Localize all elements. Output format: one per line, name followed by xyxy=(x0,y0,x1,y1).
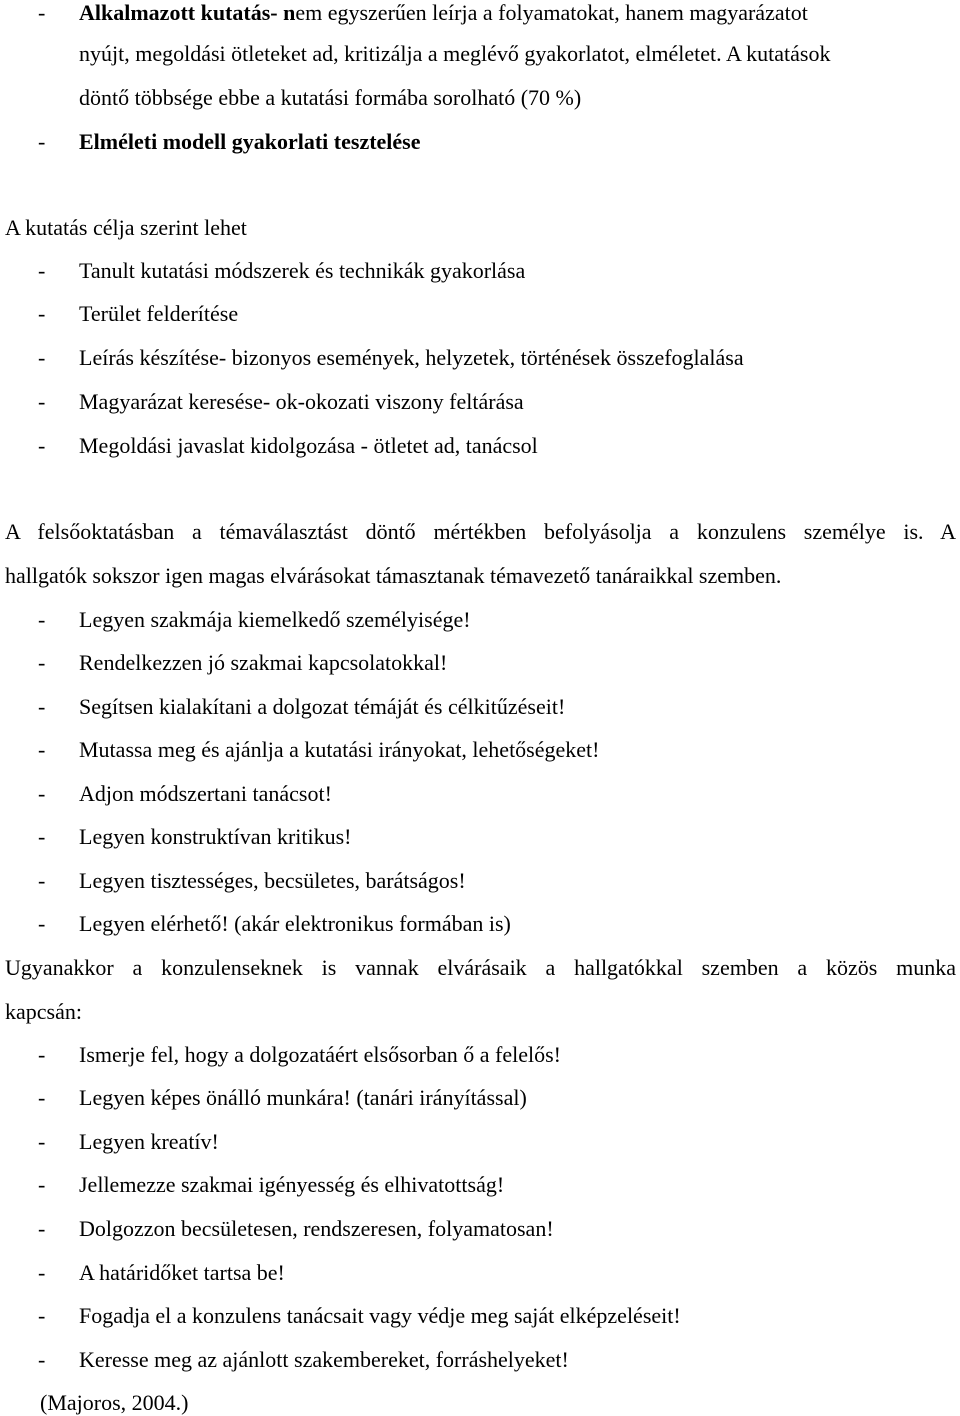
dash-marker: - xyxy=(38,607,46,632)
list-item-text: Legyen tisztességes, becsületes, barátságos! xyxy=(79,868,466,893)
list-item-text: Terület felderítése xyxy=(79,301,239,326)
bold-term: Alkalmazott kutatás- n xyxy=(79,0,296,25)
dash-marker: - xyxy=(38,389,46,414)
dash-marker: - xyxy=(38,1216,46,1241)
dash-marker: - xyxy=(38,911,46,936)
dash-marker: - xyxy=(38,129,46,154)
list-item-text: Legyen konstruktívan kritikus! xyxy=(79,824,352,849)
list-item-text: Rendelkezzen jó szakmai kapcsolatokkal! xyxy=(79,650,448,675)
dash-marker: - xyxy=(38,694,46,719)
list-item-text: Leírás készítése- bizonyos események, helyzetek, történések összefoglalása xyxy=(79,345,744,370)
list-item-text: A határidőket tartsa be! xyxy=(79,1260,285,1285)
dash-marker: - xyxy=(38,258,46,283)
list-item-text: Legyen szakmája kiemelkedő személyisége! xyxy=(79,607,471,632)
dash-marker: - xyxy=(38,781,46,806)
list-item-text: em egyszerűen leírja a folyamatokat, hanem magyarázatot xyxy=(295,0,808,25)
list-item-text: Legyen képes önálló munkára! (tanári irányítással) xyxy=(79,1085,527,1110)
dash-marker: - xyxy=(38,0,46,25)
list-item-text: Tanult kutatási módszerek és technikák gyakorlása xyxy=(79,258,526,283)
dash-marker: - xyxy=(38,345,46,370)
dash-marker: - xyxy=(38,433,46,458)
dash-marker: - xyxy=(38,650,46,675)
list-item-text: Magyarázat keresése- ok-okozati viszony feltárása xyxy=(79,389,524,414)
dash-marker: - xyxy=(38,1129,46,1154)
list-item-text: Adjon módszertani tanácsot! xyxy=(79,781,332,806)
dash-marker: - xyxy=(38,868,46,893)
dash-marker: - xyxy=(38,301,46,326)
dash-marker: - xyxy=(38,1172,46,1197)
dash-marker: - xyxy=(38,1347,46,1372)
list-item-text: Legyen kreatív! xyxy=(79,1129,219,1154)
list-item-text: Ismerje fel, hogy a dolgozatáért elsősorban ő a felelős! xyxy=(79,1042,561,1067)
dash-marker: - xyxy=(38,1085,46,1110)
list-item-text: Dolgozzon becsületesen, rendszeresen, folyamatosan! xyxy=(79,1216,554,1241)
list-item-text: Fogadja el a konzulens tanácsait vagy védje meg saját elképzeléseit! xyxy=(79,1303,681,1328)
list-item-text: Segítsen kialakítani a dolgozat témáját és célkitűzéseit! xyxy=(79,694,566,719)
dash-marker: - xyxy=(38,737,46,762)
dash-marker: - xyxy=(38,1303,46,1328)
list-item-text: Megoldási javaslat kidolgozása - ötletet ad, tanácsol xyxy=(79,433,538,458)
list-item-text: Keresse meg az ajánlott szakembereket, forráshelyeket! xyxy=(79,1347,569,1372)
dash-marker: - xyxy=(38,824,46,849)
dash-marker: - xyxy=(38,1260,46,1285)
list-item-text: Mutassa meg és ajánlja a kutatási irányokat, lehetőségeket! xyxy=(79,737,600,762)
dash-marker: - xyxy=(38,1042,46,1067)
list-item-text: Jellemezze szakmai igényesség és elhivatottság! xyxy=(79,1172,505,1197)
list-item-text: Legyen elérhető! (akár elektronikus formában is) xyxy=(79,911,511,936)
list-item-text: Elméleti modell gyakorlati tesztelése xyxy=(79,129,421,154)
